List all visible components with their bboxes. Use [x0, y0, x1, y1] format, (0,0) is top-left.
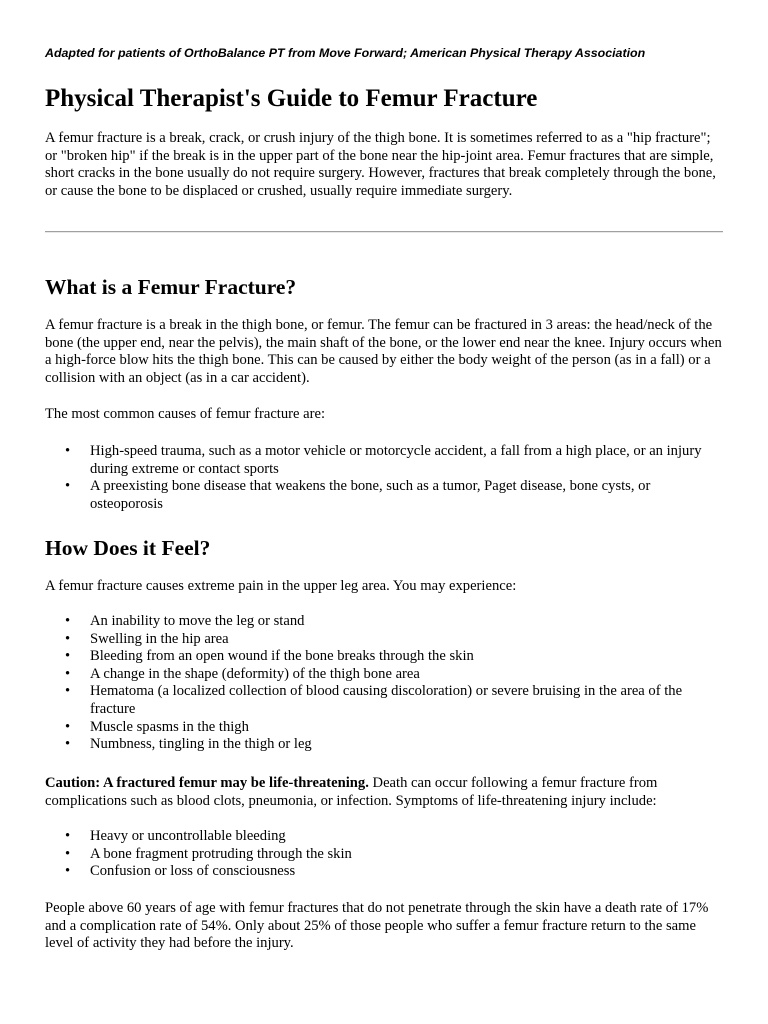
- list-item: • A change in the shape (deformity) of the thigh bone area: [45, 666, 725, 684]
- caution-paragraph: [45, 775, 725, 810]
- symptoms-list: [45, 613, 725, 754]
- caution-text: Death can occur following a femur fracture from complications such as blood clots, pneumonia, or infection. Symptoms of life-threatening injury include:: [45, 775, 658, 809]
- intro-paragraph: A femur fracture is a break, crack, or crush injury of the thigh bone. It is sometimes referred to as a "hip fracture"; or "broken hip" if the break is in the upper part of the bone near the hip-joint area. Femur fractures that are simple, short cracks in the bone usually do not require surgery. However, fractures that break completely through the bone, or cause the bone to be displaced or crushed, usually require immediate surgery.: [45, 130, 716, 199]
- attribution-line: Adapted for patients of OrthoBalance PT from Move Forward; American Physical Therapy Association: [45, 46, 646, 60]
- caution-label: Caution: A fractured femur may be life-threatening.: [45, 775, 369, 791]
- list-item: • Heavy or uncontrollable bleeding: [45, 828, 725, 846]
- list-item: • An inability to move the leg or stand: [45, 613, 725, 631]
- list-item: • Numbness, tingling in the thigh or leg: [45, 736, 725, 754]
- heading-what-is: What is a Femur Fracture?: [45, 275, 297, 299]
- list-item: • Confusion or loss of consciousness: [45, 863, 725, 881]
- section-divider: [45, 231, 723, 233]
- what-is-paragraph: A femur fracture is a break in the thigh bone, or femur. The femur can be fractured in 3 areas: the head/neck of the bone (the upper end, near the pelvis), the main shaft of the bone, or the lower end near the knee. Injury occurs when a high-force blow hits the thigh bone. This can be caused by either the body weight of the person (as in a fall) or a collision with an object (as in a car accident).: [45, 317, 722, 386]
- causes-list: [45, 443, 725, 513]
- list-item: • High-speed trauma, such as a motor vehicle or motorcycle accident, a fall from a high place, or an injury during extreme or contact sports: [45, 443, 725, 478]
- list-item: • Muscle spasms in the thigh: [45, 719, 725, 737]
- statistics-paragraph: People above 60 years of age with femur fractures that do not penetrate through the skin have a death rate of 17% and a complication rate of 54%. Only about 25% of those people who suffer a femur fracture return to the same level of activity they had before the injury.: [45, 900, 709, 952]
- list-item: • A preexisting bone disease that weakens the bone, such as a tumor, Paget disease, bone cysts, or osteoporosis: [45, 478, 725, 513]
- heading-how-feel: How Does it Feel?: [45, 536, 211, 560]
- list-item: • Hematoma (a localized collection of blood causing discoloration) or severe bruising in the area of the fracture: [45, 683, 725, 718]
- causes-intro: The most common causes of femur fracture are:: [45, 406, 326, 422]
- list-item: • Bleeding from an open wound if the bone breaks through the skin: [45, 648, 725, 666]
- list-item: • Swelling in the hip area: [45, 631, 725, 649]
- list-item: • A bone fragment protruding through the skin: [45, 846, 725, 864]
- feel-intro: A femur fracture causes extreme pain in the upper leg area. You may experience:: [45, 578, 517, 594]
- danger-signs-list: [45, 828, 725, 881]
- page-title: Physical Therapist's Guide to Femur Fracture: [45, 85, 538, 112]
